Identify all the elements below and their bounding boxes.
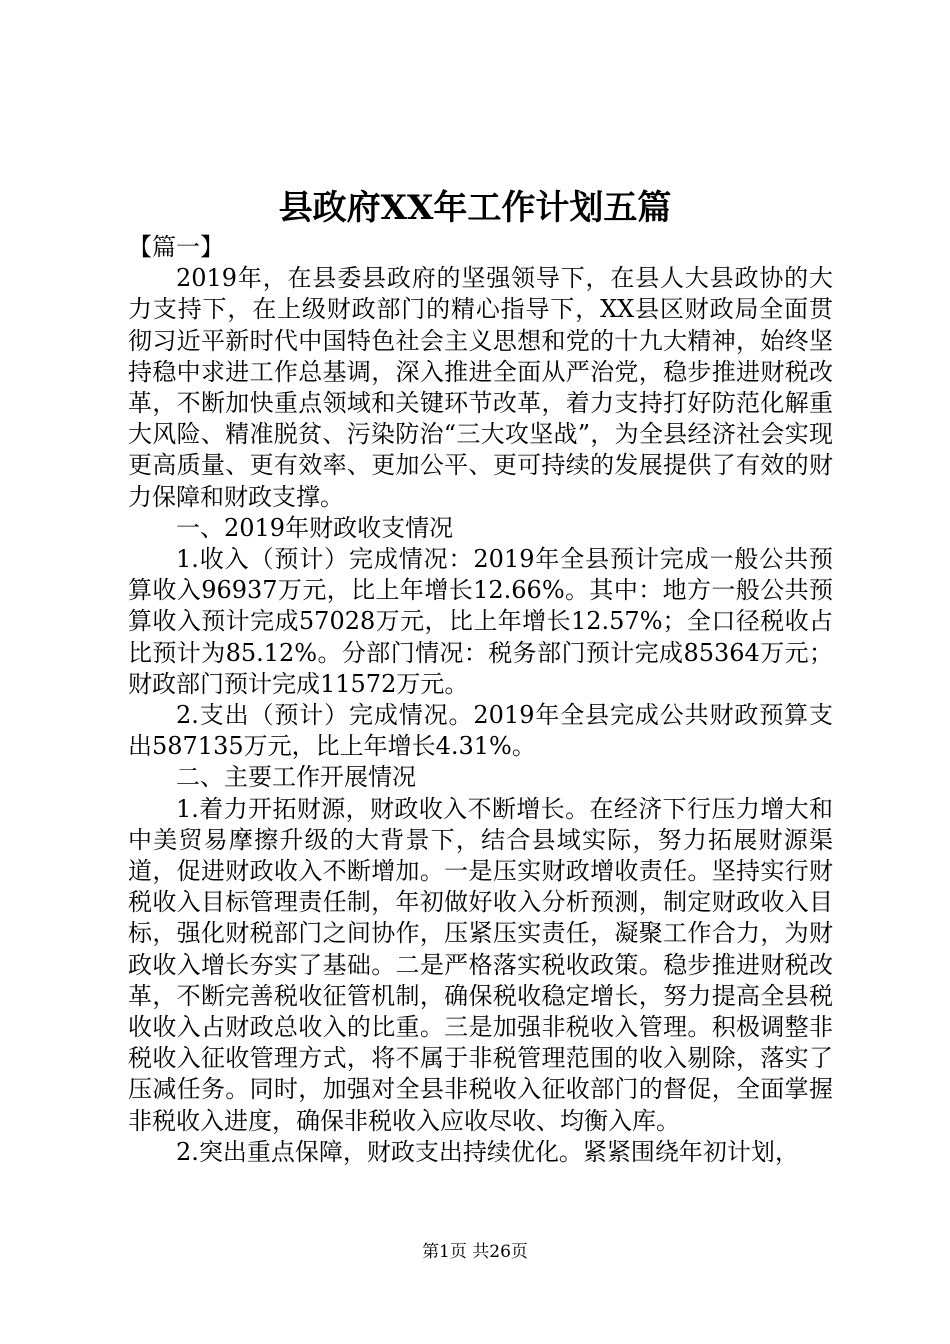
- paragraph: 2019年，在县委县政府的坚强领导下，在县人大县政协的大力支持下，在上级财政部门的精心指导下，XX县区财政局全面贯彻习近平新时代中国特色社会主义思想和党的十九大精神，始终坚持稳中求进工作总基调，深入推进全面从严治党，稳步推进财税改革，不断加快重点领域和关键环节改革，着力支持打好防范化解重大风险、精准脱贫、污染防治“三大攻坚战”，为全县经济社会实现更高质量、更有效率、更加公平、更可持续的发展提供了有效的财力保障和财政支撑。: [128, 264, 833, 511]
- paragraph: 1.收入（预计）完成情况：2019年全县预计完成一般公共预算收入96937万元，比上年增长12.66%。其中：地方一般公共预算收入预计完成57028万元，比上年增长12.57%；全口径税收占比预计为85.12%。分部门情况：税务部门预计完成85364万元；财政部门预计完成11572万元。: [128, 545, 833, 698]
- paragraph: 2.突出重点保障，财政支出持续优化。紧紧围绕年初计划，: [176, 1137, 799, 1166]
- page-indicator: 第1页 共26页: [422, 1242, 528, 1262]
- paragraph: 1.着力开拓财源，财政收入不断增长。在经济下行压力增大和中美贸易摩擦升级的大背景下，结合县域实际，努力拓展财源渠道，促进财政收入不断增加。一是压实财政增收责任。坚持实行财税收入目标管理责任制，年初做好收入分析预测，制定财政收入目标，强化财税部门之间协作，压紧压实责任，凝聚工作合力，为财政收入增长夯实了基础。二是严格落实税收政策。稳步推进财税改革，不断完善税收征管机制，确保税收稳定增长，努力提高全县税收收入占财政总收入的比重。三是加强非税收入管理。积极调整非税收入征收管理方式，将不属于非税管理范围的收入剔除，落实了压减任务。同时，加强对全县非税收入征收部门的督促，全面掌握非税收入进度，确保非税收入应收尽收、均衡入库。: [128, 794, 833, 1135]
- document-body: [128, 232, 833, 1168]
- section-label: 【篇一】: [128, 233, 224, 261]
- document-title: 县政府XX年工作计划五篇: [278, 188, 672, 228]
- section-heading: 一、2019年财政收支情况: [176, 513, 454, 542]
- section-heading: 二、主要工作开展情况: [176, 763, 416, 792]
- paragraph: 2.支出（预计）完成情况。2019年全县完成公共财政预算支出587135万元，比上年增长4.31%。: [128, 701, 833, 761]
